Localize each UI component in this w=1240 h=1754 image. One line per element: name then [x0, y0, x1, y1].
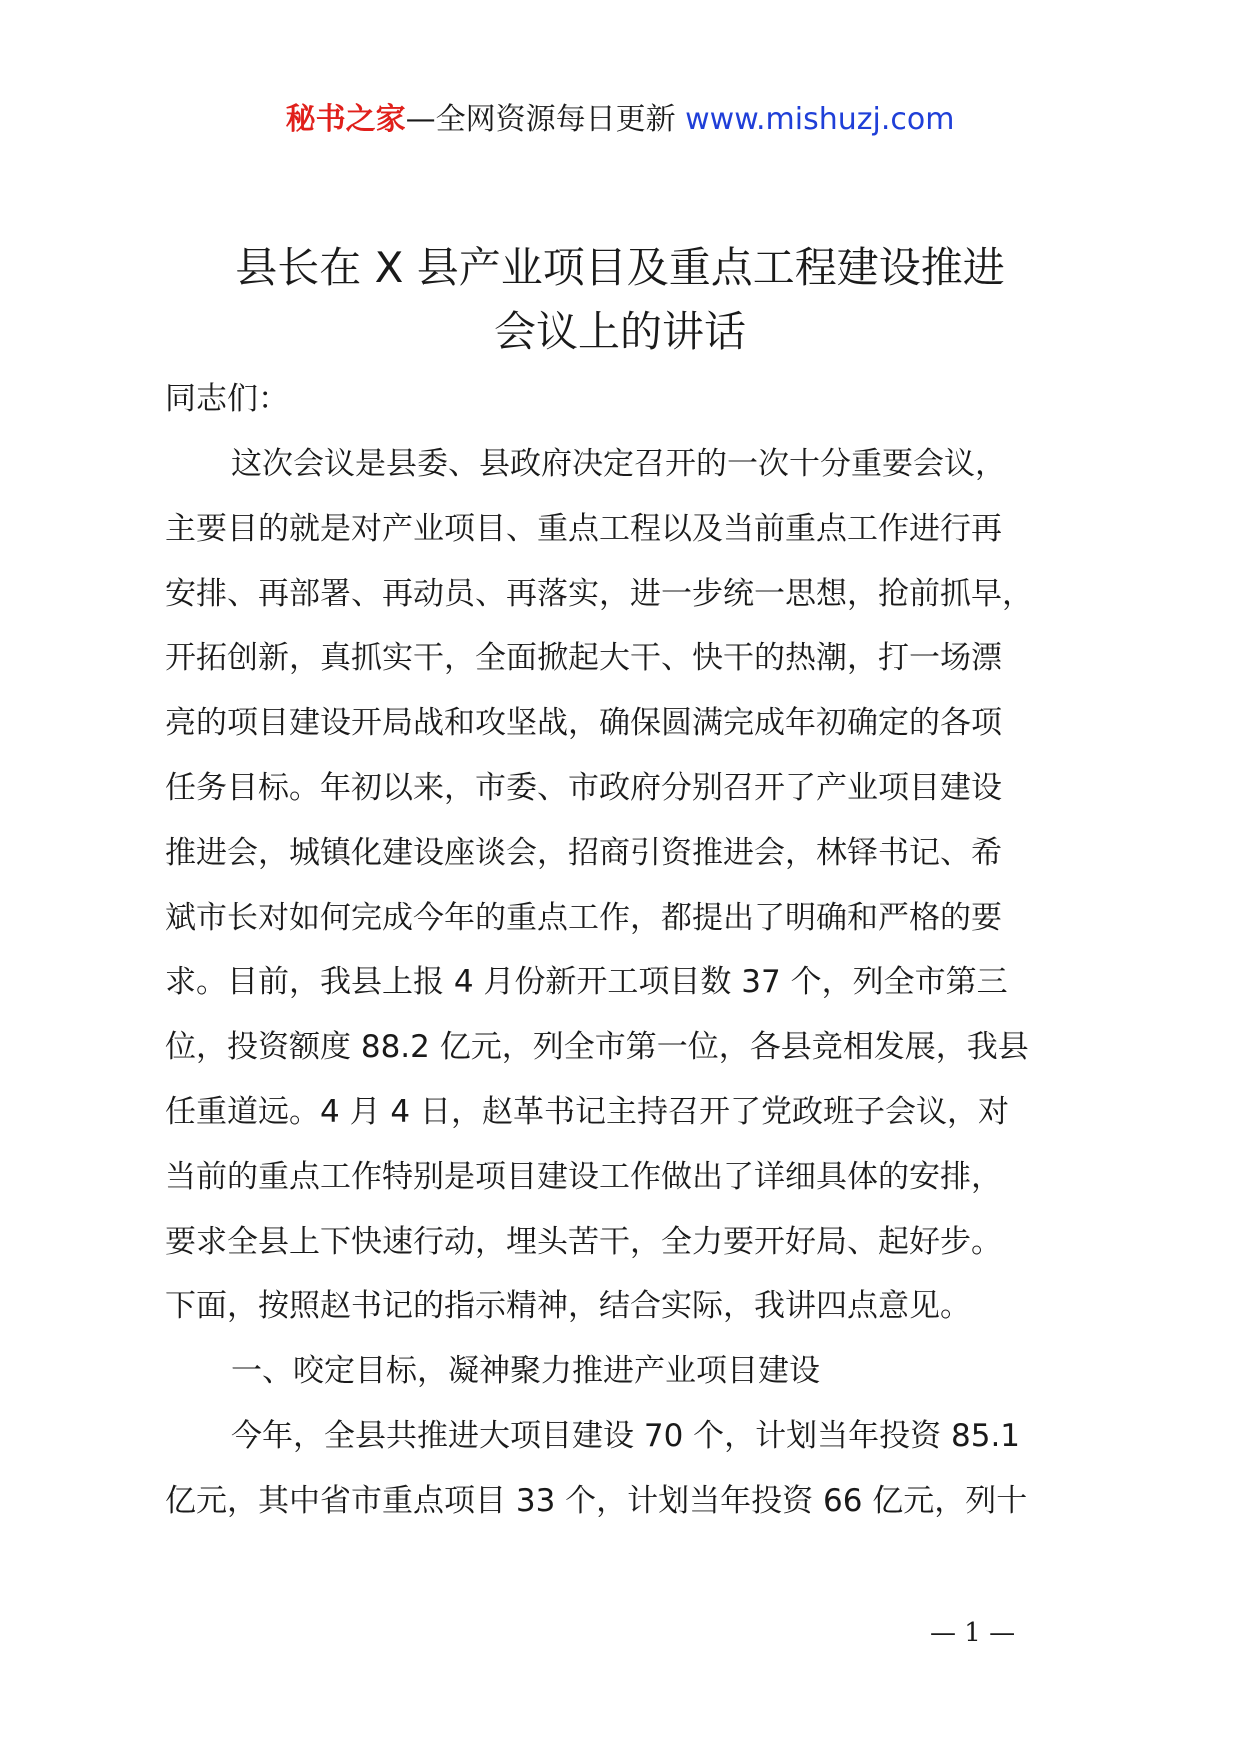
text-line: 求。目前，我县上报 4 月份新开工项目数 37 个，列全市第三 — [165, 964, 1008, 1001]
text-line: 任重道远。4 月 4 日，赵革书记主持召开了党政班子会议，对 — [165, 1093, 1010, 1130]
text-line: 任务目标。年初以来，市委、市政府分别召开了产业项目建设 — [165, 769, 1002, 806]
text-line: 要求全县上下快速行动，埋头苦干，全力要开好局、起好步。 — [165, 1223, 1002, 1260]
text-line: 主要目的就是对产业项目、重点工程以及当前重点工作进行再 — [165, 510, 1002, 547]
text-line: 斌市长对如何完成今年的重点工作，都提出了明确和严格的要 — [165, 899, 1002, 936]
site-header — [0, 100, 1240, 140]
section-heading: 一、咬定目标，凝神聚力推进产业项目建设 — [231, 1353, 820, 1390]
text-line: 推进会，城镇化建设座谈会，招商引资推进会，林铎书记、希 — [165, 834, 1002, 871]
text-line: 开拓创新，真抓实干，全面掀起大干、快干的热潮，打一场漂 — [165, 640, 1002, 677]
document-title — [0, 236, 1240, 364]
text-line: 亿元，其中省市重点项目 33 个，计划当年投资 66 亿元，列十 — [165, 1482, 1028, 1519]
text-line: 这次会议是县委、县政府决定召开的一次十分重要会议， — [231, 446, 1006, 482]
text-line: 今年，全县共推进大项目建设 70 个，计划当年投资 85.1 — [231, 1417, 1021, 1454]
site-url-link[interactable]: www.mishuzj.com — [685, 102, 955, 137]
speech-body — [165, 432, 1100, 1534]
text-line: 安排、再部署、再动员、再落实，进一步统一思想，抢前抓早， — [165, 575, 1033, 612]
salutation: 同志们： — [165, 381, 289, 417]
title-line-2: 会议上的讲话 — [493, 307, 746, 356]
text-line: 下面，按照赵书记的指示精神，结合实际，我讲四点意见。 — [165, 1288, 971, 1325]
text-line: 亮的项目建设开局战和攻坚战，确保圆满完成年初确定的各项 — [165, 705, 1002, 742]
text-line: 位，投资额度 88.2 亿元，列全市第一位，各县竞相发展，我县 — [165, 1029, 1029, 1066]
title-line-1: 县长在 X 县产业项目及重点工程建设推进 — [235, 243, 1005, 292]
site-slogan: —全网资源每日更新 — [405, 102, 676, 137]
page-number: — 1 — — [930, 1618, 1016, 1648]
site-brand: 秘书之家 — [285, 102, 406, 137]
text-line: 当前的重点工作特别是项目建设工作做出了详细具体的安排， — [165, 1158, 1002, 1195]
